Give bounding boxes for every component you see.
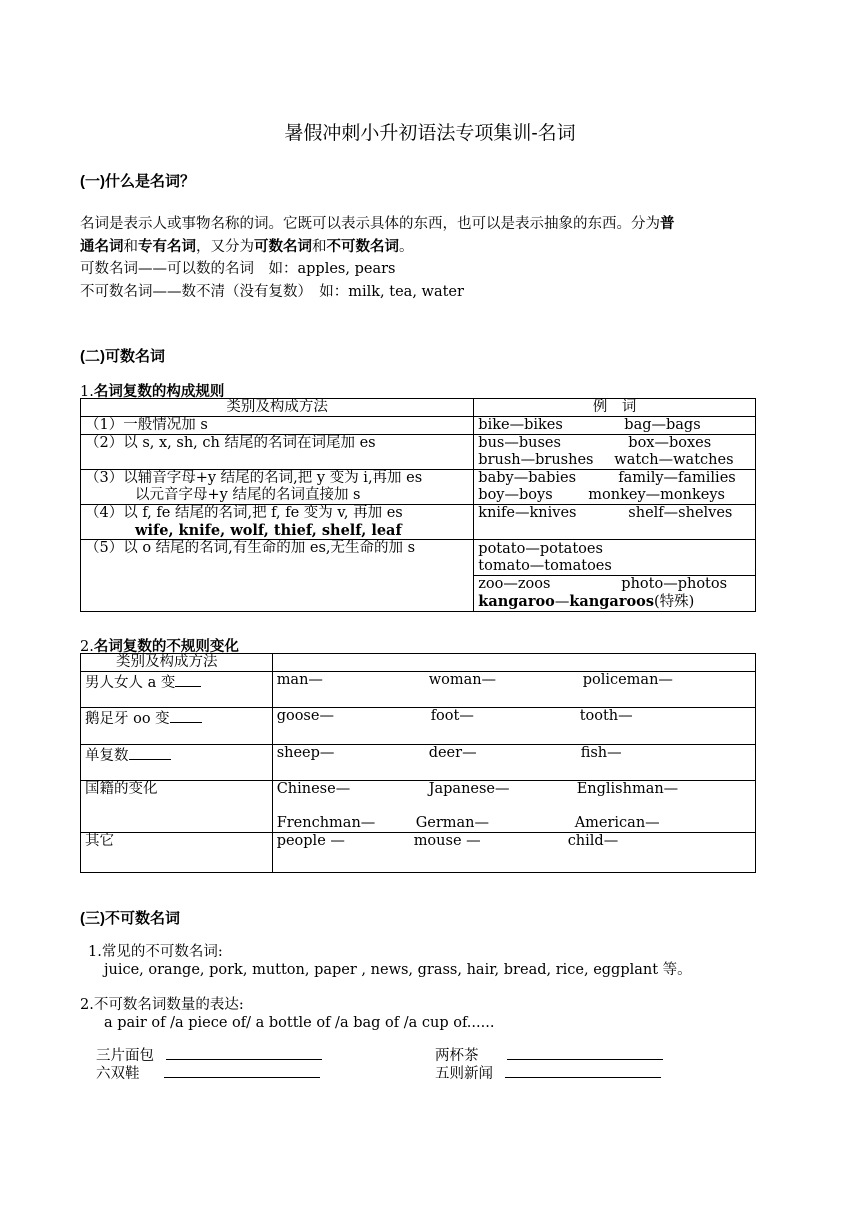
table-row xyxy=(81,781,756,833)
table-cell xyxy=(474,505,756,540)
table-cell xyxy=(474,417,756,435)
example: bike—bikes xyxy=(478,417,563,433)
exercise-six-shoes xyxy=(96,1063,320,1086)
word: deer— xyxy=(428,745,477,761)
table-row xyxy=(81,417,756,435)
table-row xyxy=(81,540,756,576)
example: baby—babies xyxy=(478,470,577,486)
word: goose— xyxy=(276,708,334,724)
section-2-heading: (二)可数名词 xyxy=(80,348,165,365)
num: 1. xyxy=(80,384,94,400)
answer-blank[interactable] xyxy=(170,708,202,723)
text: 名词是表示人或事物名称的词。它既可以表示具体的东西，也可以是表示抽象的东西。分为 xyxy=(80,216,660,232)
word: mouse — xyxy=(413,833,481,849)
example-line xyxy=(478,435,751,452)
quantity-expression-title: 2.不可数名词数量的表达: xyxy=(80,997,244,1013)
example: bag—bags xyxy=(624,417,701,433)
exercise-label: 三片面包 xyxy=(96,1048,154,1064)
table-row xyxy=(81,708,756,745)
table-cell xyxy=(272,745,755,781)
section-3-heading: (三)不可数名词 xyxy=(80,910,180,927)
example-line: potato—potatoes xyxy=(478,541,603,557)
category: 男人女人 a 变 xyxy=(85,675,176,691)
bold-text: 通名词 xyxy=(80,238,124,255)
word: tooth— xyxy=(579,708,633,724)
table-row xyxy=(81,672,756,708)
word: Japanese— xyxy=(428,781,510,797)
rule-line: （3）以辅音字母+y 结尾的名词,把 y 变为 i,再加 es xyxy=(85,470,423,486)
answer-blank[interactable] xyxy=(175,672,201,687)
word: Frenchman— xyxy=(276,815,376,831)
word-line xyxy=(277,781,751,815)
word: man— xyxy=(276,672,323,688)
table-cell xyxy=(81,745,273,781)
section-1-para-line1 xyxy=(80,212,675,236)
countable-definition: 可数名词——可以数的名词 如：apples, pears xyxy=(80,261,396,277)
word: foot— xyxy=(430,708,474,724)
exercise-five-news xyxy=(435,1063,661,1086)
plural-rules-table xyxy=(80,398,756,612)
table-cell xyxy=(474,470,756,505)
bold-text: kangaroo xyxy=(478,593,555,610)
table-cell xyxy=(81,708,273,745)
bold-text: 不可数名词 xyxy=(326,238,399,255)
example-line xyxy=(478,487,751,504)
answer-blank[interactable] xyxy=(505,1063,661,1078)
rule-line: （4）以 f, fe 结尾的名词,把 f, fe 变为 v, 再加 es xyxy=(85,505,403,521)
bold-text: 名词复数的构成规则 xyxy=(93,383,225,400)
example-line xyxy=(478,593,751,611)
text: 。 xyxy=(399,239,414,255)
example: photo—photos xyxy=(621,576,728,592)
table-cell xyxy=(474,435,756,470)
word: people — xyxy=(276,833,345,849)
table-cell: （2）以 s, x, sh, ch 结尾的名词在词尾加 es xyxy=(81,435,474,470)
table-header xyxy=(272,654,755,672)
table-cell xyxy=(272,833,755,873)
table-cell xyxy=(272,672,755,708)
section-1-heading: (一)什么是名词？ xyxy=(80,173,195,190)
example-line xyxy=(478,452,751,469)
table-cell xyxy=(474,576,756,612)
example: monkey—monkeys xyxy=(588,487,725,503)
example-line xyxy=(478,470,751,487)
category: 单复数 xyxy=(85,748,129,764)
table-cell xyxy=(272,708,755,745)
example: boy—boys xyxy=(478,487,553,503)
common-uncountable-title: 1.常见的不可数名词: xyxy=(88,944,223,960)
common-uncountable-list: juice, orange, pork, mutton, paper , news, grass, hair, bread, rice, eggplant 等。 xyxy=(104,962,692,978)
word-line xyxy=(277,815,751,832)
example: watch—watches xyxy=(614,452,734,468)
table-header-row xyxy=(81,399,756,417)
table-header: 例 词 xyxy=(474,399,756,417)
example: brush—brushes xyxy=(478,452,594,468)
text: (特殊) xyxy=(653,594,695,610)
bold-text: 可数名词 xyxy=(254,238,312,255)
table-row xyxy=(81,435,756,470)
word: Chinese— xyxy=(276,781,351,797)
example: box—boxes xyxy=(628,435,712,451)
table-cell: 其它 xyxy=(81,833,273,873)
example: shelf—shelves xyxy=(628,505,733,521)
example: knife—knives xyxy=(478,505,577,521)
table-cell xyxy=(474,540,756,576)
table-cell: （5）以 o 结尾的名词,有生命的加 es,无生命的加 s xyxy=(81,540,474,612)
word: policeman— xyxy=(582,672,673,688)
example-line xyxy=(478,576,751,593)
word: German— xyxy=(415,815,490,831)
example: family—families xyxy=(618,470,736,486)
bold-text: kangaroos xyxy=(569,593,654,610)
irregular-plural-table xyxy=(80,653,756,873)
table-header-row xyxy=(81,654,756,672)
word: Englishman— xyxy=(576,781,679,797)
bold-text: 普 xyxy=(660,215,675,232)
table-cell: 国籍的变化 xyxy=(81,781,273,833)
table-row xyxy=(81,505,756,540)
table-cell xyxy=(81,672,273,708)
uncountable-definition: 不可数名词——数不清（没有复数） 如：milk, tea, water xyxy=(80,284,464,300)
rule-line: 以元音字母+y 结尾的名词直接加 s xyxy=(135,487,361,503)
table-cell: （1）一般情况加 s xyxy=(81,417,474,435)
text: — xyxy=(554,594,570,610)
text: 和 xyxy=(312,239,327,255)
word: fish— xyxy=(580,745,622,761)
word: woman— xyxy=(428,672,497,688)
exercise-label: 五则新闻 xyxy=(435,1066,493,1082)
table-cell xyxy=(272,781,755,833)
word: American— xyxy=(574,815,660,831)
page-title: 暑假冲刺小升初语法专项集训-名词 xyxy=(284,123,576,144)
example: bus—buses xyxy=(478,435,561,451)
table-row xyxy=(81,470,756,505)
example-line: tomato—tomatoes xyxy=(478,558,612,574)
bold-text: 名词复数的不规则变化 xyxy=(93,638,239,655)
example: zoo—zoos xyxy=(478,576,551,592)
answer-blank[interactable] xyxy=(164,1063,320,1078)
answer-blank[interactable] xyxy=(166,1045,322,1060)
exercise-label: 两杯茶 xyxy=(435,1048,479,1064)
rule-line: wife, knife, wolf, thief, shelf, leaf xyxy=(135,522,402,539)
table-cell xyxy=(81,470,474,505)
table-row xyxy=(81,833,756,873)
text: 和 xyxy=(123,239,138,255)
quantity-expression-list: a pair of /a piece of/ a bottle of /a bag of /a cup of...... xyxy=(104,1015,495,1031)
table-header: 类别及构成方法 xyxy=(81,654,273,672)
num: 2. xyxy=(80,639,94,655)
section-1-para-line2 xyxy=(80,235,414,259)
text: ，又分为 xyxy=(196,239,254,255)
table-row xyxy=(81,745,756,781)
word: child— xyxy=(567,833,619,849)
exercise-label: 六双鞋 xyxy=(96,1066,140,1082)
bold-text: 专有名词 xyxy=(138,238,196,255)
table-header: 类别及构成方法 xyxy=(81,399,474,417)
answer-blank[interactable] xyxy=(129,745,171,760)
category: 鹅足牙 oo 变 xyxy=(85,711,170,727)
table-cell xyxy=(81,505,474,540)
answer-blank[interactable] xyxy=(507,1045,663,1060)
word: sheep— xyxy=(276,745,335,761)
